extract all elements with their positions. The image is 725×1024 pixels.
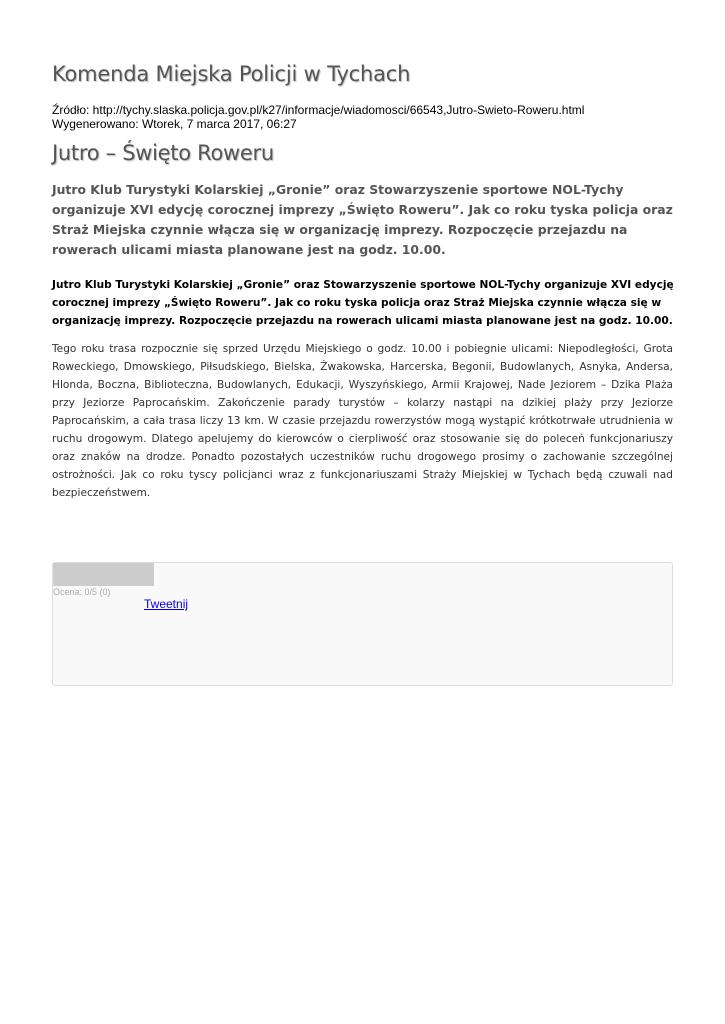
generated-line: Wygenerowano: Wtorek, 7 marca 2017, 06:27: [52, 117, 297, 131]
rating-panel: [52, 562, 673, 686]
article-lead: Jutro Klub Turystyki Kolarskiej „Gronie” oraz Stowarzyszenie sportowe NOL-Tychy organizuje XVI edycję corocznej imprezy „Święto Roweru”. Jak co roku tyska policja oraz Straż Miejska czynnie włącza się w organizację imprezy. Rozpoczęcie przejazdu na rowerach ulicami miasta planowane jest na godz. 10.00.: [52, 182, 673, 257]
tweet-link[interactable]: Tweetnij: [144, 597, 189, 611]
document-meta: [52, 103, 584, 131]
article-title: Jutro – Święto Roweru: [52, 141, 274, 165]
source-line: Źródło: http://tychy.slaska.policja.gov.pl/k27/informacje/wiadomosci/66543,Jutro-Swieto-Roweru.html: [52, 103, 585, 117]
rating-label: Ocena: 0/5 (0): [53, 587, 111, 597]
rating-stars-bar[interactable]: [53, 563, 154, 586]
article-intro: Jutro Klub Turystyki Kolarskiej „Gronie” oraz Stowarzyszenie sportowe NOL-Tychy organizuje XVI edycję corocznej imprezy „Święto Roweru”. Jak co roku tyska policja oraz Straż Miejska czynnie włącza się w organizację imprezy. Rozpoczęcie przejazdu na rowerach ulicami miasta planowane jest na godz. 10.00.: [52, 279, 674, 327]
site-title: Komenda Miejska Policji w Tychach: [52, 62, 411, 86]
article-body: Tego roku trasa rozpocznie się sprzed Urzędu Miejskiego o godz. 10.00 i pobiegnie ulicami: Niepodległości, Grota Roweckiego, Dmowskiego, Piłsudskiego, Bielska, Żwakowska, Harcerska, Begonii, Budowlanych, Asnyka, Andersa, Hlonda, Boczna, Biblioteczna, Budowlanych, Edukacji, Wyszyńskiego, Armii Krajowej, Nade Jeziorem – Dzika Plaża przy Jeziorze Paprocańskim. Zakończenie parady turystów – kolarzy nastąpi na dzikiej plaży przy Jeziorze Paprocańskim, a cała trasa liczy 13 km. W czasie przejazdu rowerzystów mogą wystąpić krótkotrwałe utrudnienia w ruchu drogowym. Dlatego apelujemy do kierowców o cierpliwość oraz stosowanie się do poleceń funkcjonariuszy oraz znaków na drodze. Ponadto pozostałych uczestników ruchu drogowego prosimy o zachowanie szczególnej ostrożności. Jak co roku tyscy policjanci wraz z funkcjonariuszami Straży Miejskiej w Tychach będą czuwali nad bezpieczeństwem.: [52, 343, 673, 499]
